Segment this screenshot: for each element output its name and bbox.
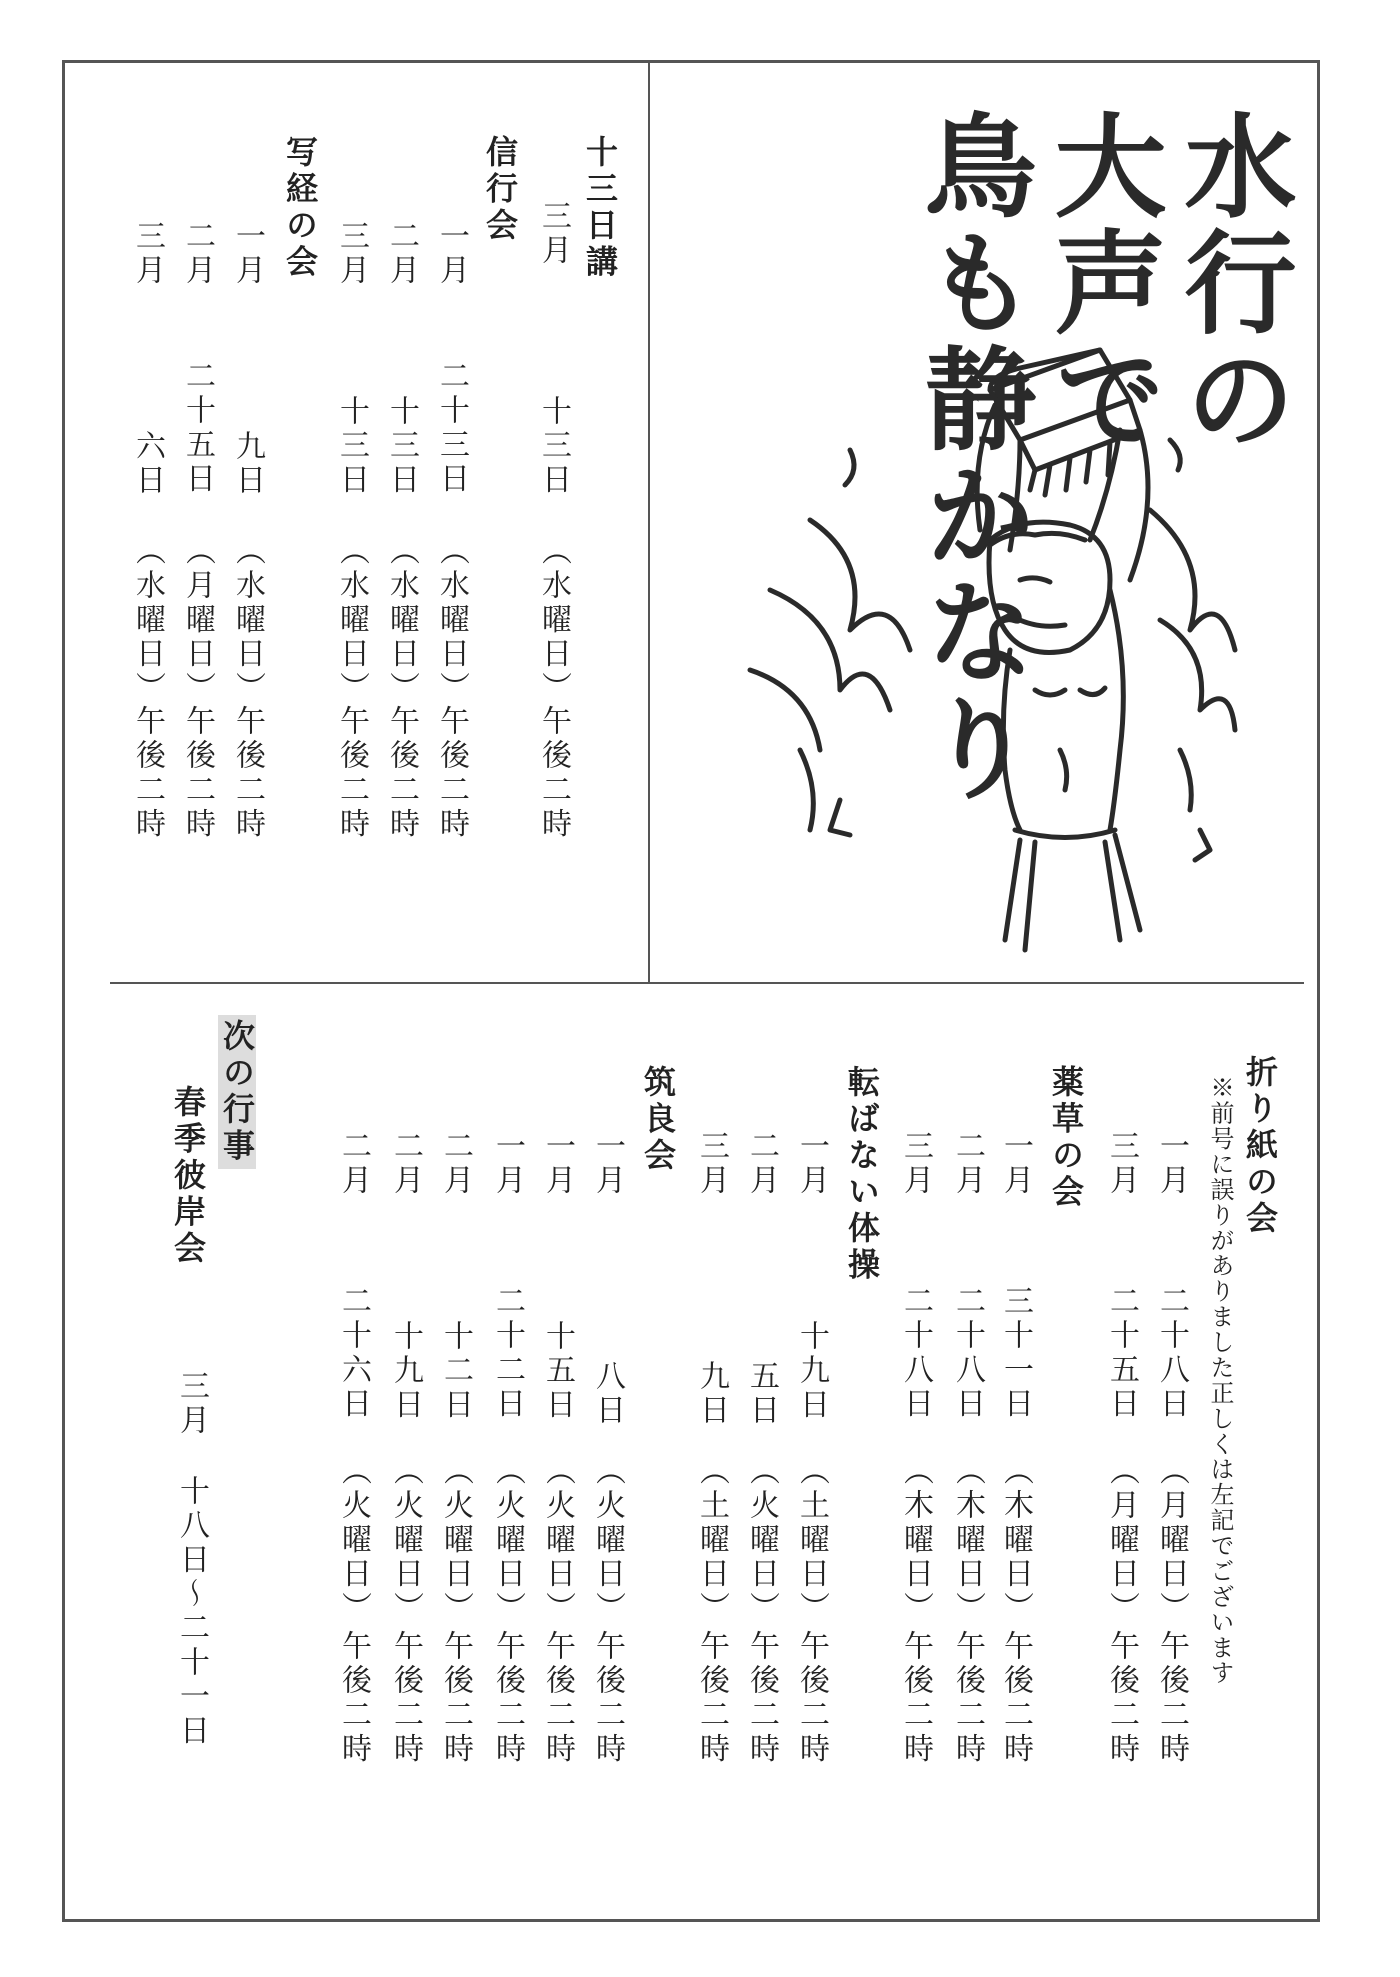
- korobanai-row-1-day: 十九日: [794, 1320, 829, 1423]
- next-event-month: 三月: [174, 1370, 209, 1439]
- shingyokai-row-3-day: 十三日: [334, 395, 369, 498]
- chikura-row-2-month: 一月: [540, 1130, 575, 1199]
- origami-row-2-day: 二十五日: [1104, 1285, 1139, 1422]
- shingyokai-row-2-day: 十三日: [384, 395, 419, 498]
- shingyokai-row-1-time: 午後二時: [434, 705, 469, 842]
- yakuso-row-3-time: 午後二時: [898, 1630, 933, 1767]
- origami-correction-note: ※前号に誤りがありました正しくは左記でございます: [1206, 1075, 1234, 1686]
- section-divider-vertical: [648, 62, 650, 983]
- heading-jusannichiko: 十三日講: [581, 135, 619, 281]
- chikura-row-6-month: 二月: [336, 1130, 371, 1199]
- chikura-row-2-time: 午後二時: [540, 1630, 575, 1767]
- shingyokai-row-2-time: 午後二時: [384, 705, 419, 842]
- yakuso-row-1-day: 三十一日: [998, 1285, 1033, 1422]
- shakyo-row-1-month: 一月: [230, 220, 265, 289]
- shingyokai-row-2-weekday: （水曜日）: [384, 535, 419, 706]
- chikura-row-5-weekday: （火曜日）: [388, 1455, 423, 1626]
- chikura-row-6-weekday: （火曜日）: [336, 1455, 371, 1626]
- korobanai-row-2-time: 午後二時: [744, 1630, 779, 1767]
- chikura-row-3-month: 一月: [490, 1130, 525, 1199]
- chikura-row-6-day: 二十六日: [336, 1285, 371, 1422]
- yakuso-row-2-month: 二月: [950, 1130, 985, 1199]
- shakyo-row-1-weekday: （水曜日）: [230, 535, 265, 706]
- chikura-row-3-day: 二十二日: [490, 1285, 525, 1422]
- origami-row-1-day: 二十八日: [1154, 1285, 1189, 1422]
- yakuso-row-2-time: 午後二時: [950, 1630, 985, 1767]
- next-event-label: 次の行事: [218, 1015, 256, 1169]
- yakuso-row-2-day: 二十八日: [950, 1285, 985, 1422]
- korobanai-row-2-weekday: （火曜日）: [744, 1455, 779, 1626]
- origami-row-2-weekday: （月曜日）: [1104, 1455, 1139, 1626]
- next-event-dates: 十八日～二十一日: [174, 1475, 209, 1749]
- jusannichiko-row-1-day: 十三日: [536, 395, 571, 498]
- korobanai-row-3-time: 午後二時: [694, 1630, 729, 1767]
- korobanai-row-3-month: 三月: [694, 1130, 729, 1199]
- shakyo-row-3-time: 午後二時: [130, 705, 165, 842]
- korobanai-row-2-day: 五日: [744, 1360, 779, 1429]
- section-divider-horizontal: [110, 982, 1304, 984]
- origami-row-1-weekday: （月曜日）: [1154, 1455, 1189, 1626]
- chikura-row-4-weekday: （火曜日）: [438, 1455, 473, 1626]
- poem-line-3: 鳥も静かなり: [906, 108, 1036, 807]
- chikura-row-1-time: 午後二時: [590, 1630, 625, 1767]
- origami-row-2-time: 午後二時: [1104, 1630, 1139, 1767]
- yakuso-row-1-weekday: （木曜日）: [998, 1455, 1033, 1626]
- next-event-title: 春季彼岸会: [169, 1085, 207, 1268]
- korobanai-row-1-month: 一月: [794, 1130, 829, 1199]
- yakuso-row-1-time: 午後二時: [998, 1630, 1033, 1767]
- origami-row-2-month: 三月: [1104, 1130, 1139, 1199]
- shakyo-row-3-day: 六日: [130, 430, 165, 499]
- chikura-row-2-weekday: （火曜日）: [540, 1455, 575, 1626]
- origami-row-1-time: 午後二時: [1154, 1630, 1189, 1767]
- korobanai-row-1-weekday: （土曜日）: [794, 1455, 829, 1626]
- chikura-row-1-month: 一月: [590, 1130, 625, 1199]
- shingyokai-row-1-day: 二十三日: [434, 360, 469, 497]
- shakyo-row-2-weekday: （月曜日）: [180, 535, 215, 706]
- heading-origami: 折り紙の会: [1241, 1055, 1279, 1238]
- chikura-row-4-month: 二月: [438, 1130, 473, 1199]
- korobanai-row-3-day: 九日: [694, 1360, 729, 1429]
- shingyokai-row-3-time: 午後二時: [334, 705, 369, 842]
- chikura-row-1-weekday: （火曜日）: [590, 1455, 625, 1626]
- yakuso-row-3-month: 三月: [898, 1130, 933, 1199]
- shakyo-row-2-day: 二十五日: [180, 360, 215, 497]
- chikura-row-1-day: 八日: [590, 1360, 625, 1429]
- chikura-row-5-time: 午後二時: [388, 1630, 423, 1767]
- yakuso-row-3-day: 二十八日: [898, 1285, 933, 1422]
- poem-line-2: 大声で: [1036, 108, 1166, 458]
- shakyo-row-3-weekday: （水曜日）: [130, 535, 165, 706]
- shakyo-row-2-month: 二月: [180, 220, 215, 289]
- shingyokai-row-3-weekday: （水曜日）: [334, 535, 369, 706]
- heading-shakyo: 写経の会: [281, 135, 319, 281]
- heading-yakuso: 薬草の会: [1047, 1065, 1085, 1211]
- shingyokai-row-1-month: 一月: [434, 220, 469, 289]
- shakyo-row-2-time: 午後二時: [180, 705, 215, 842]
- chikura-row-2-day: 十五日: [540, 1320, 575, 1423]
- heading-shingyokai: 信行会: [481, 135, 519, 245]
- jusannichiko-row-1-month: 三月: [536, 200, 571, 269]
- shingyokai-row-3-month: 三月: [334, 220, 369, 289]
- heading-chikura: 筑良会: [639, 1065, 677, 1175]
- chikura-row-6-time: 午後二時: [336, 1630, 371, 1767]
- shakyo-row-1-day: 九日: [230, 430, 265, 499]
- shingyokai-row-1-weekday: （水曜日）: [434, 535, 469, 706]
- yakuso-row-2-weekday: （木曜日）: [950, 1455, 985, 1626]
- water-ascetic-illustration: [690, 330, 1250, 970]
- chikura-row-3-weekday: （火曜日）: [490, 1455, 525, 1626]
- jusannichiko-row-1-weekday: （水曜日）: [536, 535, 571, 706]
- chikura-row-3-time: 午後二時: [490, 1630, 525, 1767]
- chikura-row-5-day: 十九日: [388, 1320, 423, 1423]
- shakyo-row-3-month: 三月: [130, 220, 165, 289]
- shingyokai-row-2-month: 二月: [384, 220, 419, 289]
- korobanai-row-2-month: 二月: [744, 1130, 779, 1199]
- shakyo-row-1-time: 午後二時: [230, 705, 265, 842]
- heading-korobanai: 転ばない体操: [843, 1065, 881, 1284]
- korobanai-row-3-weekday: （土曜日）: [694, 1455, 729, 1626]
- yakuso-row-1-month: 一月: [998, 1130, 1033, 1199]
- korobanai-row-1-time: 午後二時: [794, 1630, 829, 1767]
- chikura-row-4-day: 十二日: [438, 1320, 473, 1423]
- chikura-row-4-time: 午後二時: [438, 1630, 473, 1767]
- yakuso-row-3-weekday: （木曜日）: [898, 1455, 933, 1626]
- origami-row-1-month: 一月: [1154, 1130, 1189, 1199]
- jusannichiko-row-1-time: 午後二時: [536, 705, 571, 842]
- chikura-row-5-month: 二月: [388, 1130, 423, 1199]
- poem-line-1: 水行の: [1166, 108, 1296, 458]
